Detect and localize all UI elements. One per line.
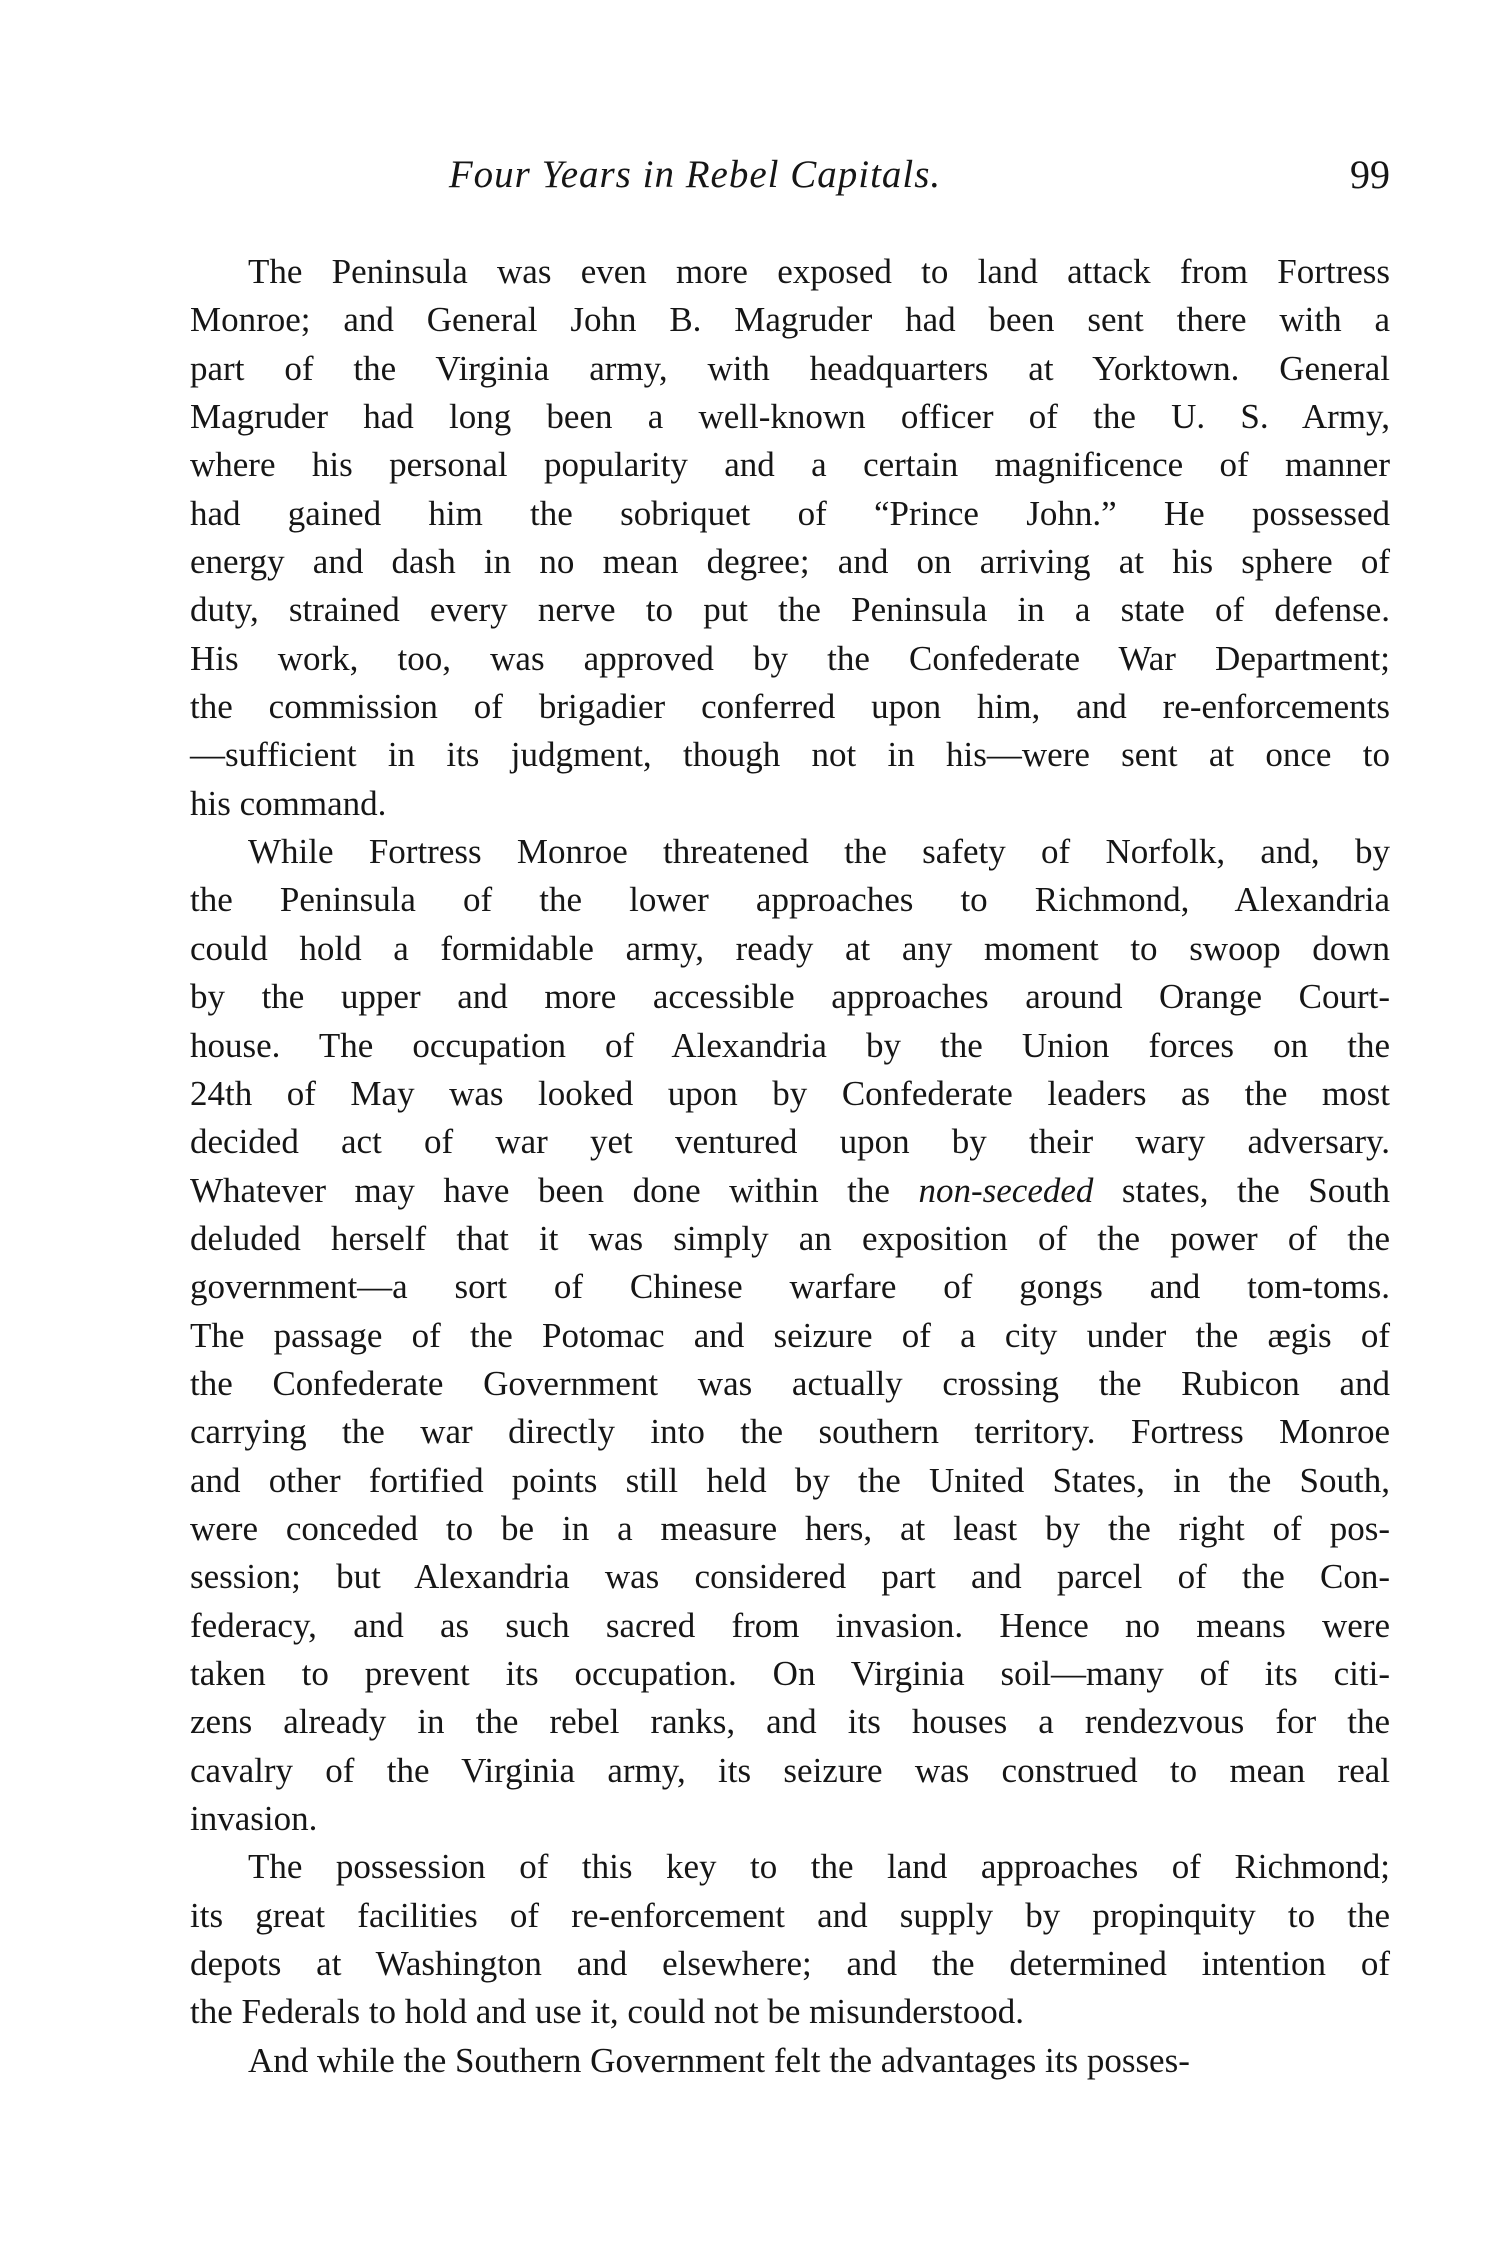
text-line: were conceded to be in a measure hers, at least by the right of pos- [190, 1508, 1390, 1548]
text-line: depots at Washington and elsewhere; and the determined intention of [190, 1944, 1390, 1984]
text-line: And while the Southern Government felt the advantages its posses- [248, 2040, 1190, 2080]
text-line: session; but Alexandria was considered part and parcel of the Con- [190, 1557, 1390, 1597]
text-line: —sufficient in its judgment, though not in his—were sent at once to [190, 735, 1390, 775]
text-line: zens already in the rebel ranks, and its houses a rendezvous for the [190, 1702, 1390, 1742]
text-line: had gained him the sobriquet of “Prince John.” He possessed [190, 493, 1390, 533]
paragraph [190, 2037, 1390, 2085]
text-line: Magruder had long been a well-known officer of the U. S. Army, [190, 397, 1390, 437]
text-line: federacy, and as such sacred from invasion. Hence no means were [190, 1605, 1390, 1645]
page-number: 99 [1350, 152, 1390, 197]
text-line: While Fortress Monroe threatened the safety of Norfolk, and, by [248, 832, 1390, 872]
text-line: house. The occupation of Alexandria by the Union forces on the [190, 1025, 1390, 1065]
text-line: cavalry of the Virginia army, its seizure was construed to mean real [190, 1750, 1390, 1790]
text-line: where his personal popularity and a certain magnificence of manner [190, 445, 1390, 485]
text-line: government—a sort of Chinese warfare of gongs and tom-toms. [190, 1267, 1390, 1307]
text-line: The Peninsula was even more exposed to land attack from Fortress [248, 252, 1390, 291]
paragraph [190, 1843, 1390, 2036]
paragraph [190, 828, 1390, 1843]
text-line: deluded herself that it was simply an exposition of the power of the [190, 1218, 1390, 1258]
text-line: 24th of May was looked upon by Confederate leaders as the most [190, 1073, 1390, 1113]
italic-term: non-seceded [918, 1170, 1094, 1210]
text-line: duty, strained every nerve to put the Peninsula in a state of defense. [190, 590, 1390, 630]
text-line: decided act of war yet ventured upon by their wary adversary. [190, 1122, 1390, 1162]
paragraph [190, 248, 1390, 828]
text-line: The passage of the Potomac and seizure of a city under the ægis of [190, 1315, 1390, 1355]
text-line: by the upper and more accessible approaches around Orange Court- [190, 977, 1390, 1017]
text-line: the Peninsula of the lower approaches to Richmond, Alexandria [190, 880, 1390, 920]
running-head [190, 150, 1390, 200]
text-line: taken to prevent its occupation. On Virginia soil—many of its citi- [190, 1653, 1390, 1693]
text-line: The possession of this key to the land approaches of Richmond; [248, 1847, 1390, 1887]
text-line: and other fortified points still held by the United States, in the South, [190, 1460, 1390, 1500]
text-segment: Whatever may have been done within the [190, 1170, 919, 1210]
text-line: the commission of brigadier conferred upon him, and re-enforcements [190, 687, 1390, 727]
text-line: the Confederate Government was actually crossing the Rubicon and [190, 1363, 1390, 1403]
text-segment: states, the South [1093, 1170, 1390, 1210]
text-line: the Federals to hold and use it, could not be misunderstood. [190, 1992, 1025, 2032]
text-line: carrying the war directly into the southern territory. Fortress Monroe [190, 1412, 1390, 1452]
running-title: Four Years in Rebel Capitals. [448, 153, 942, 196]
text-line: Monroe; and General John B. Magruder had been sent there with a [190, 300, 1390, 340]
text-line: his command. [190, 783, 387, 823]
text-line: could hold a formidable army, ready at any moment to swoop down [190, 928, 1390, 968]
text-line: energy and dash in no mean degree; and on arriving at his sphere of [190, 542, 1390, 582]
text-line [190, 1167, 1390, 1215]
body-text [190, 248, 1390, 2085]
text-line: part of the Virginia army, with headquarters at Yorktown. General [190, 348, 1390, 388]
text-line: its great facilities of re-enforcement and supply by propinquity to the [190, 1895, 1390, 1935]
text-line: invasion. [190, 1799, 318, 1838]
text-line: His work, too, was approved by the Confederate War Department; [190, 638, 1390, 678]
